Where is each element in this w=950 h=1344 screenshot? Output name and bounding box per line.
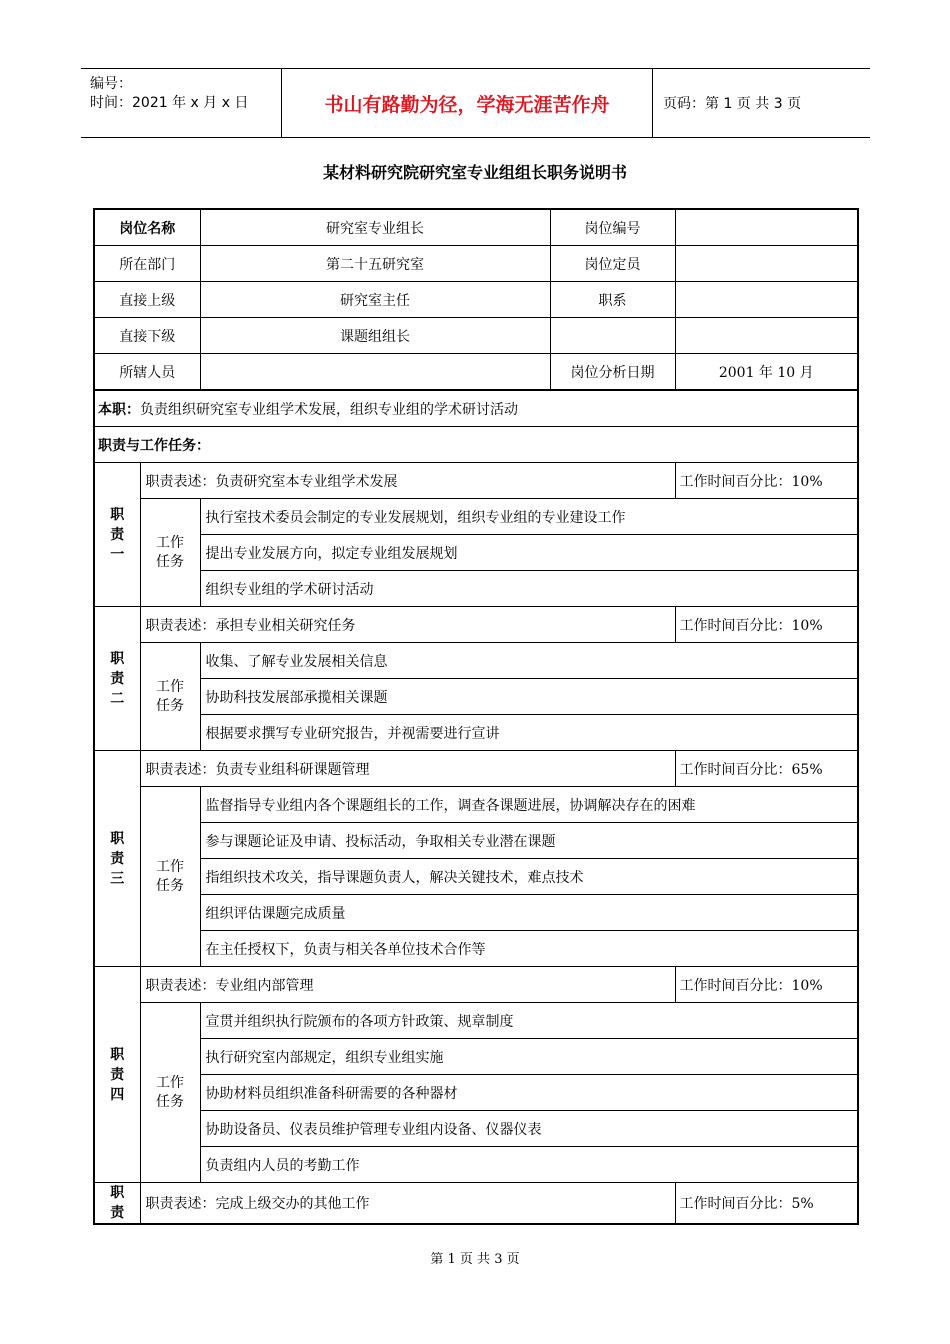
duty-1-task-1: 执行室技术委员会制定的专业发展规划，组织专业组的专业建设工作	[200, 499, 858, 535]
duty-2-name: 职 责 二	[94, 607, 140, 751]
value-analysis-date: 2001 年 10 月	[675, 354, 858, 391]
duty-1-task-row	[94, 571, 858, 607]
duty-3-task-1: 监督指导专业组内各个课题组长的工作，调查各课题进展，协调解决存在的困难	[200, 787, 858, 823]
duties-header: 职责与工作任务：	[98, 437, 210, 454]
duty-2-percent: 工作时间百分比：10%	[675, 607, 858, 643]
duty-4-task-row	[94, 1111, 858, 1147]
duty-5-name: 职 责	[94, 1183, 140, 1225]
duty-3-task-row	[94, 895, 858, 931]
duty-3-task-5: 在主任授权下，负责与相关各单位技术合作等	[200, 931, 858, 967]
duty-3-task-label: 工作 任务	[140, 787, 200, 967]
value-empty	[675, 318, 858, 354]
duty-3-task-row	[94, 787, 858, 823]
duty-1-task-row	[94, 499, 858, 535]
duty-1-description: 职责表述：负责研究室本专业组学术发展	[140, 463, 675, 499]
duty-4-task-4: 协助设备员、仪表员维护管理专业组内设备、仪器仪表	[200, 1111, 858, 1147]
duty-1-task-row	[94, 535, 858, 571]
value-staff	[200, 354, 550, 391]
duty-2-task-row	[94, 715, 858, 751]
duty-1-task-2: 提出专业发展方向，拟定专业组发展规划	[200, 535, 858, 571]
basic-row-subordinate	[94, 318, 858, 354]
label-position-name: 岗位名称	[94, 209, 200, 246]
duty-4-task-row	[94, 1039, 858, 1075]
value-headcount	[675, 246, 858, 282]
header-meta	[81, 69, 281, 137]
basic-row-supervisor	[94, 282, 858, 318]
job-description-table	[93, 208, 859, 1225]
duty-3-task-row	[94, 823, 858, 859]
duty-4-percent: 工作时间百分比：10%	[675, 967, 858, 1003]
value-department: 第二十五研究室	[200, 246, 550, 282]
duty-3-description-row	[94, 751, 858, 787]
duty-3-task-row	[94, 859, 858, 895]
duty-3-percent: 工作时间百分比：65%	[675, 751, 858, 787]
value-subordinate: 课题组组长	[200, 318, 550, 354]
duty-1-percent: 工作时间百分比：10%	[675, 463, 858, 499]
duty-3-task-3: 指组织技术攻关，指导课题负责人，解决关键技术，难点技术	[200, 859, 858, 895]
label-supervisor: 直接上级	[94, 282, 200, 318]
label-empty	[550, 318, 675, 354]
duty-summary-text: 负责组织研究室专业组学术发展，组织专业组的学术研讨活动	[140, 401, 518, 418]
label-staff: 所辖人员	[94, 354, 200, 391]
duty-4-task-5: 负责组内人员的考勤工作	[200, 1147, 858, 1183]
duties-header-row	[94, 427, 858, 463]
duty-summary-label: 本职：	[98, 401, 140, 418]
duty-2-task-label: 工作 任务	[140, 643, 200, 751]
duties-header-cell	[94, 427, 858, 463]
label-analysis-date: 岗位分析日期	[550, 354, 675, 391]
label-headcount: 岗位定员	[550, 246, 675, 282]
duty-5-percent: 工作时间百分比：5%	[675, 1183, 858, 1225]
value-position-name: 研究室专业组长	[200, 209, 550, 246]
value-supervisor: 研究室主任	[200, 282, 550, 318]
label-subordinate: 直接下级	[94, 318, 200, 354]
duty-4-name: 职 责 四	[94, 967, 140, 1183]
header-page-info: 页码：第 1 页 共 3 页	[663, 96, 802, 112]
duty-4-task-row	[94, 1003, 858, 1039]
duty-3-task-4: 组织评估课题完成质量	[200, 895, 858, 931]
duty-1-task-label: 工作 任务	[140, 499, 200, 607]
duty-2-task-3: 根据要求撰写专业研究报告，并视需要进行宣讲	[200, 715, 858, 751]
duty-2-task-row	[94, 679, 858, 715]
duty-2-description: 职责表述：承担专业相关研究任务	[140, 607, 675, 643]
label-position-code: 岗位编号	[550, 209, 675, 246]
header-motto: 书山有路勤为径，学海无涯苦作舟	[324, 93, 610, 116]
duty-3-task-row	[94, 931, 858, 967]
duty-5-description-row	[94, 1183, 858, 1225]
label-department: 所在部门	[94, 246, 200, 282]
value-position-code	[675, 209, 858, 246]
duty-4-task-2: 执行研究室内部规定，组织专业组实施	[200, 1039, 858, 1075]
header-motto-cell	[281, 69, 653, 137]
duty-4-task-row	[94, 1075, 858, 1111]
header-page-cell	[653, 69, 870, 137]
document-header	[81, 68, 870, 138]
duty-summary-cell	[94, 390, 858, 427]
document-date: 时间：2021 年 x 月 x 日	[90, 95, 249, 111]
duty-4-description: 职责表述：专业组内部管理	[140, 967, 675, 1003]
duty-4-task-3: 协助材料员组织准备科研需要的各种器材	[200, 1075, 858, 1111]
document-number-label: 编号：	[90, 76, 132, 92]
duty-1-name: 职 责 一	[94, 463, 140, 607]
page-footer: 第 1 页 共 3 页	[430, 1252, 520, 1267]
basic-row-department	[94, 246, 858, 282]
label-job-family: 职系	[550, 282, 675, 318]
value-job-family	[675, 282, 858, 318]
duty-3-name: 职 责 三	[94, 751, 140, 967]
duty-1-description-row	[94, 463, 858, 499]
basic-row-staff	[94, 354, 858, 391]
duty-2-task-1: 收集、了解专业发展相关信息	[200, 643, 858, 679]
duty-5-description: 职责表述：完成上级交办的其他工作	[140, 1183, 675, 1225]
duty-summary-row	[94, 390, 858, 427]
duty-4-task-row	[94, 1147, 858, 1183]
duty-2-description-row	[94, 607, 858, 643]
duty-1-task-3: 组织专业组的学术研讨活动	[200, 571, 858, 607]
duty-3-description: 职责表述：负责专业组科研课题管理	[140, 751, 675, 787]
document-title: 某材料研究院研究室专业组组长职务说明书	[322, 163, 627, 182]
duty-4-task-1: 宣贯并组织执行院颁布的各项方针政策、规章制度	[200, 1003, 858, 1039]
basic-row-position-name	[94, 209, 858, 246]
duty-2-task-row	[94, 643, 858, 679]
duty-4-task-label: 工作 任务	[140, 1003, 200, 1183]
duty-2-task-2: 协助科技发展部承揽相关课题	[200, 679, 858, 715]
duty-3-task-2: 参与课题论证及申请、投标活动，争取相关专业潜在课题	[200, 823, 858, 859]
duty-4-description-row	[94, 967, 858, 1003]
